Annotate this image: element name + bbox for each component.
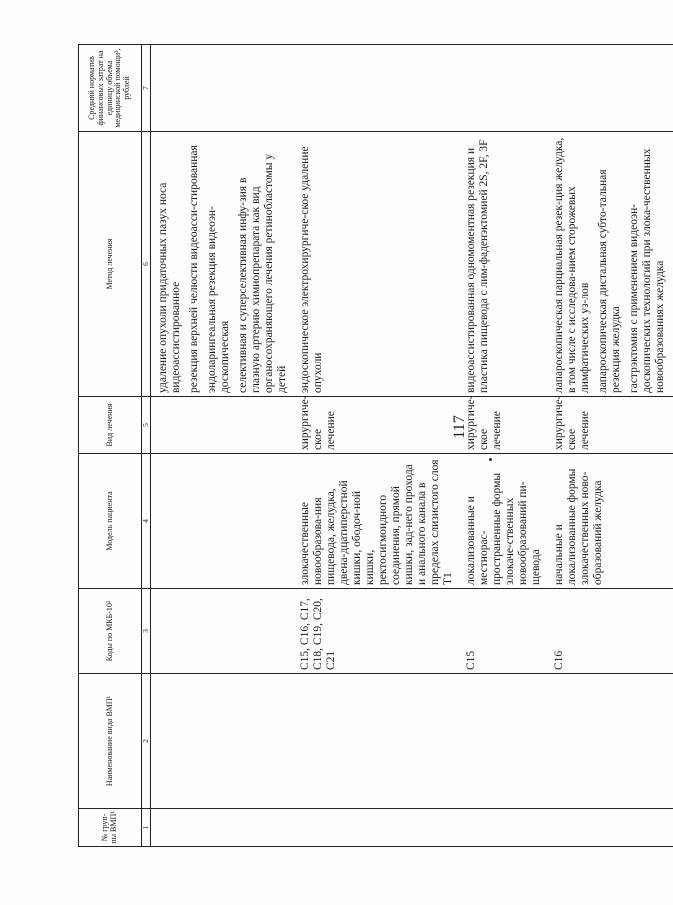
treatment-type-cell	[151, 397, 296, 454]
page-number: 117	[451, 415, 468, 439]
group-number-cell	[549, 809, 673, 847]
column-number: 5	[142, 397, 151, 454]
icd-codes-cell: C16	[549, 589, 673, 674]
group-number-cell	[295, 809, 461, 847]
treatment-method-cell	[549, 132, 673, 397]
header-group-number: № груп-пы ВМП¹	[79, 809, 142, 847]
treatment-method: лапароскопическая парциальная резек-ция желудка, в том числе с исследова-нием сторожевых лимфатических уз-лов	[553, 137, 591, 393]
table-container	[78, 45, 666, 847]
column-number: 7	[142, 45, 151, 132]
treatment-method: гастрэктомия с применением видеоэн-доскопических технологий при злока-чественных новообразованиях желудка	[628, 148, 666, 393]
column-number: 6	[142, 132, 151, 397]
header-row	[79, 45, 142, 847]
patient-model-cell: злокачественные новообразова-ния пищевода, желудка, двена-дцатиперстной кишки, ободоч-ной кишки, ректосигмоидного соединения, прямой кишки, зад-него прохода и анального канала в пределах слизистого слоя T1	[295, 454, 461, 589]
treatment-method: лапароскопическая дистальная субто-тальная резекция желудка	[597, 169, 622, 393]
column-number: 2	[142, 674, 151, 809]
treatment-method-cell	[461, 132, 549, 397]
header-patient-model: Модель пациента	[79, 454, 142, 589]
patient-model-cell	[151, 454, 296, 589]
header-treatment-type: Вид лечения	[79, 397, 142, 454]
column-number-row	[142, 45, 151, 847]
icd-codes-cell: C15	[461, 589, 549, 674]
table-row	[151, 45, 296, 847]
vmp-name-cell	[549, 674, 673, 809]
treatment-method: видеоассистированная одномоментная резекция и пластика пищевода с лим-фаденэктомией 2S, 2F, 3F	[465, 139, 490, 393]
vmp-name-cell	[295, 674, 461, 809]
icd-codes-cell: C15, C16, C17, C18, C19, C20, C21	[295, 589, 461, 674]
patient-model-cell: начальные и локализованные формы злокачественных ново-образований желудка	[549, 454, 673, 589]
patient-model-cell: локализованные и местнорас-пространенные формы злокаче-ственных новообразований пи-щевода	[461, 454, 549, 589]
treatment-method: эндоларингеальная резекция видеоэн-доскопическая	[206, 206, 231, 393]
treatment-method: селективная и суперселективная инфу-зия в глазную артерию химиопрепарата как вид органосохраняющего лечения ретинобластомы у детей	[237, 153, 288, 393]
header-cost-standard: Средний норматив финансовых затрат на единицу объема медицинской помощи³, рублей	[79, 45, 142, 132]
header-icd-codes: Коды по МКБ-10²	[79, 589, 142, 674]
treatment-method: эндоскопическое электрохирургиче-ское удаление опухоли	[299, 146, 324, 393]
icd-codes-cell	[151, 589, 296, 674]
column-number: 3	[142, 589, 151, 674]
group-number-cell	[461, 809, 549, 847]
cost-cell	[461, 45, 549, 132]
treatment-method: резекция верхней челюсти видеоасси-стированная	[188, 145, 200, 393]
column-number: 1	[142, 809, 151, 847]
vmp-name-cell	[461, 674, 549, 809]
table-row	[461, 45, 549, 847]
vmp-name-cell	[151, 674, 296, 809]
column-number: 4	[142, 454, 151, 589]
vmp-table	[78, 44, 673, 847]
treatment-method: удаление опухоли придаточных пазух носа видеоассистированное	[157, 182, 182, 393]
rotated-table-frame	[78, 45, 666, 847]
treatment-method-cell	[295, 132, 461, 397]
table-row	[549, 45, 673, 847]
cost-cell	[295, 45, 461, 132]
header-vmp-name: Наименование вида ВМП¹	[79, 674, 142, 809]
cost-cell	[549, 45, 673, 132]
group-number-cell	[151, 809, 296, 847]
table-row	[295, 45, 461, 847]
treatment-type-cell: хирургиче-ское лечение	[461, 397, 549, 454]
treatment-method-cell	[151, 132, 296, 397]
treatment-type-cell: хирургиче-ское лечение	[295, 397, 461, 454]
cost-cell	[151, 45, 296, 132]
treatment-type-cell: хирургиче-ское лечение	[549, 397, 673, 454]
header-treatment-method: Метод лечения	[79, 132, 142, 397]
